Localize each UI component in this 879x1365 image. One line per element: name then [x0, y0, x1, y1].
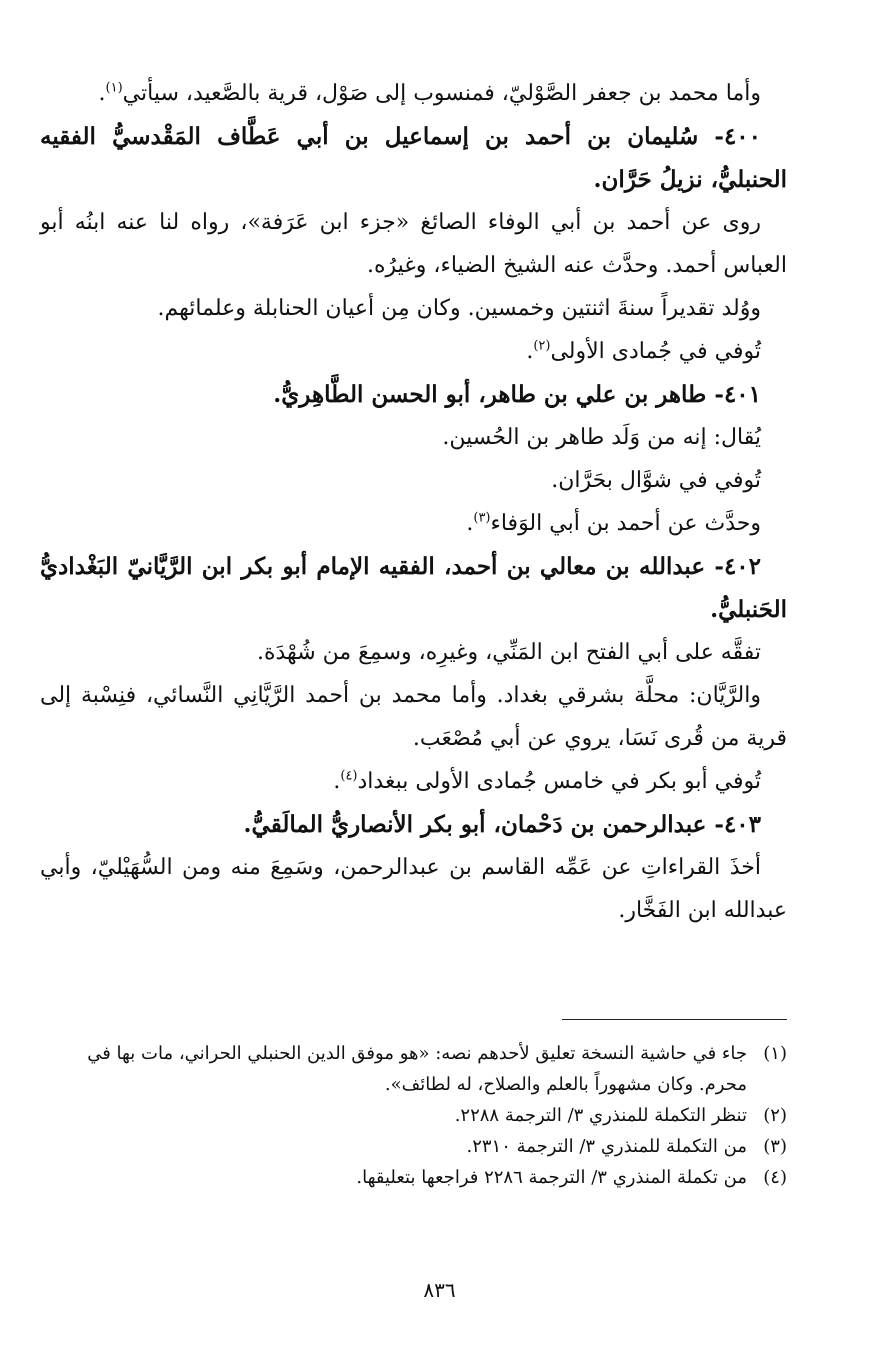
footnote-ref[interactable]: (٢) — [533, 338, 551, 354]
entry-heading: ٤٠١- طاهر بن علي بن طاهر، أبو الحسن الطَّاهِريُّ. — [273, 381, 761, 408]
footnote-number: (٣) — [763, 1136, 787, 1157]
footnote-item — [40, 1131, 787, 1162]
page-number: ٨٣٦ — [423, 1278, 456, 1302]
footnote-item — [40, 1100, 787, 1131]
paragraph: أخذَ القراءاتِ عن عَمِّه القاسم بن عبدالرحمن، وسَمِعَ منه ومن السُّهَيْليّ، وأبي عبدالله ابن الفَخَّار. — [40, 855, 787, 923]
paragraph: تُوفي في شوَّال بحَرَّان. — [551, 468, 761, 493]
footnote-number: (٤) — [763, 1167, 787, 1188]
paragraph: تُوفي أبو بكر في خامس جُمادى الأولى ببغداد$^{(٤)}$. — [333, 768, 761, 794]
entry-number: ٤٠٣- — [714, 811, 761, 838]
footnote-item — [40, 1162, 787, 1193]
paragraph: تفقَّه على أبي الفتح ابن المَنِّي، وغيرِه، وسمِعَ من شُهْدَة. — [256, 640, 761, 665]
footnotes — [40, 1038, 787, 1193]
footnote-number: (٢) — [763, 1105, 787, 1126]
footnote-text: من تكملة المنذري ٣/ الترجمة ٢٢٨٦ فراجعها بتعليقها. — [356, 1167, 747, 1188]
footnote-divider — [562, 1019, 787, 1020]
paragraph: روى عن أحمد بن أبي الوفاء الصائغ «جزء ابن عَرَفة»، رواه لنا عنه ابنُه أبو العباس أحمد. وحدَّث عنه الشيخ الضياء، وغيرُه. — [40, 210, 787, 278]
footnote-ref[interactable]: (٤) — [340, 768, 358, 784]
entry-number: ٤٠٢- — [714, 553, 761, 580]
footnote-text: تنظر التكملة للمنذري ٣/ الترجمة ٢٢٨٨. — [454, 1105, 747, 1126]
main-text — [40, 72, 787, 932]
entry-number: ٤٠٠- — [714, 123, 762, 150]
footnote-text: من التكملة للمنذري ٣/ الترجمة ٢٣١٠. — [466, 1136, 747, 1157]
paragraph: وأما محمد بن جعفر الصَّوْليّ، فمنسوب إلى صَوْل، قرية بالصَّعيد، سيأتي$^{(١)}$. — [98, 80, 761, 106]
entry-number: ٤٠١- — [714, 381, 761, 408]
paragraph: تُوفي في جُمادى الأولى$^{(٢)}$. — [526, 338, 761, 364]
paragraph: يُقال: إنه من وَلَد طاهر بن الحُسين. — [442, 425, 761, 450]
paragraph: والرَّيَّان: محلَّة بشرقي بغداد. وأما محمد بن أحمد الرَّيَّانِي النَّسائي، فنِسْبة إلى قرية من قُرى نَسَا، يروي عن أبي مُصْعَب. — [40, 683, 787, 751]
footnote-ref[interactable]: (١) — [105, 80, 123, 96]
entry-heading: ٤٠٢- عبدالله بن معالي بن أحمد، الفقيه الإمام أبو بكر ابن الرَّيَّانيّ البَغْداديُّ الحَنبليُّ. — [40, 553, 787, 623]
footnote-item — [40, 1038, 787, 1100]
footnote-number: (١) — [763, 1043, 787, 1064]
paragraph: ووُلد تقديراً سنةَ اثنتين وخمسين. وكان مِن أعيان الحنابلة وعلمائهم. — [157, 296, 761, 321]
entry-heading: ٤٠٠- سُليمان بن أحمد بن إسماعيل بن أبي عَطَّاف المَقْدسيُّ الفقيه الحنبليُّ، نزيلُ حَرَّان. — [40, 123, 787, 193]
footnote-ref[interactable]: (٣) — [473, 510, 491, 526]
entry-heading: ٤٠٣- عبدالرحمن بن دَحْمان، أبو بكر الأنصاريُّ المالَقيُّ. — [243, 811, 761, 838]
paragraph: وحدَّث عن أحمد بن أبي الوَفاء$^{(٣)}$. — [466, 510, 761, 536]
footnote-text: جاء في حاشية النسخة تعليق لأحدهم نصه: «هو موفق الدين الحنبلي الحراني، مات بها في محرم. وكان مشهوراً بالعلم والصلاح، له لطائف». — [87, 1043, 747, 1095]
